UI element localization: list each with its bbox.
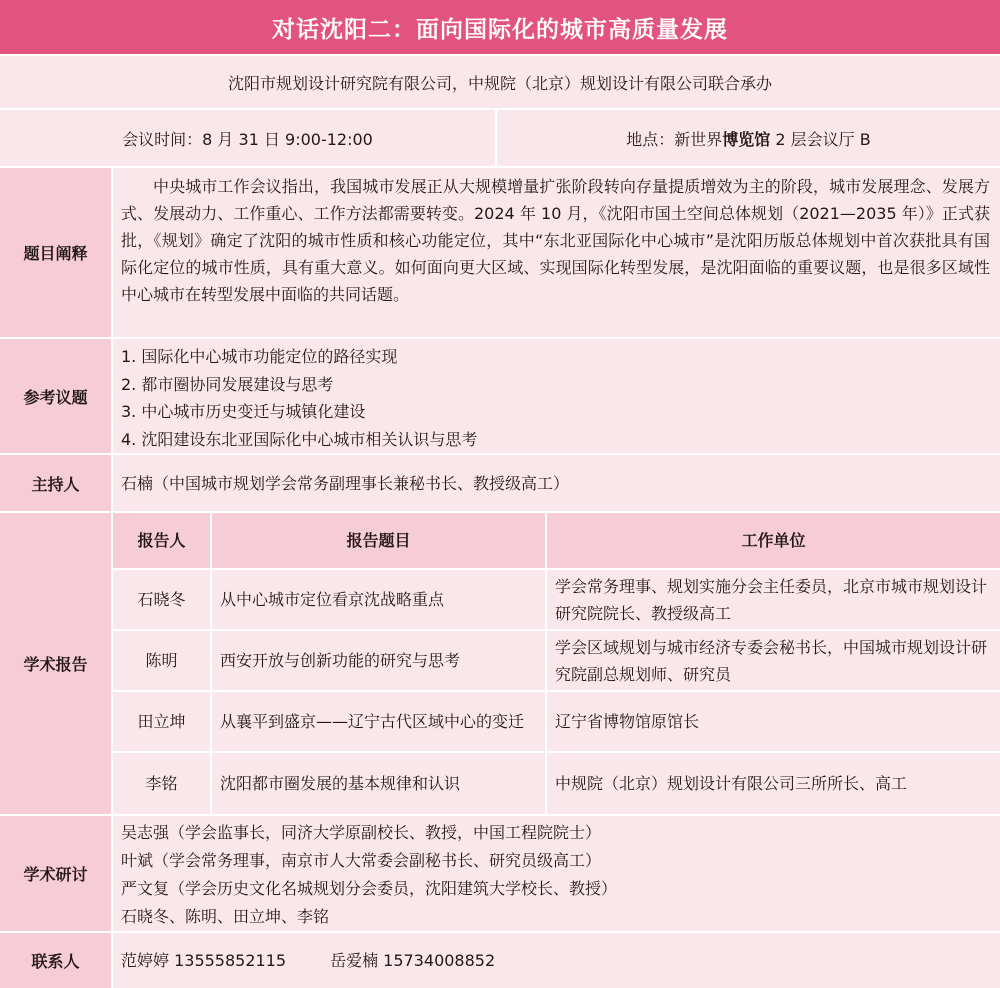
location-bold: 博览馆 <box>722 129 771 149</box>
list-item: 3. 中心城市历史变迁与城镇化建设 <box>121 402 366 421</box>
list-item: 1. 国际化中心城市功能定位的路径实现 <box>121 347 398 366</box>
speaker-unit: 辽宁省博物馆原馆长 <box>546 691 1000 752</box>
meeting-meta <box>0 110 1000 168</box>
speaker-unit: 学会区域规划与城市经济专委会秘书长，中国城市规划设计研究院副总规划师、研究员 <box>546 630 1000 691</box>
reports-table <box>113 513 1000 814</box>
topic-section <box>0 168 1000 339</box>
list-item: 石晓冬、陈明、田立坤、李铭 <box>121 907 330 926</box>
speaker-name: 李铭 <box>113 752 211 814</box>
table-row <box>113 691 1000 752</box>
speaker-name: 石晓冬 <box>113 569 211 630</box>
reports-section <box>0 513 1000 816</box>
list-item: 严文复（学会历史文化名城规划分会委员，沈阳建筑大学校长、教授） <box>121 879 618 898</box>
topic-content <box>113 168 1000 337</box>
column-header-unit: 工作单位 <box>546 513 1000 569</box>
discussion-list <box>113 816 1000 931</box>
list-item: 叶斌（学会常务理事，南京市人大常委会副秘书长、研究员级高工） <box>121 851 602 870</box>
report-topic: 从襄平到盛京——辽宁古代区域中心的变迁 <box>211 691 546 752</box>
meeting-time <box>0 110 497 166</box>
location-label: 地点： <box>626 129 675 149</box>
reference-list <box>113 339 1000 453</box>
meeting-time-value: 8 月 31 日 9:00-12:00 <box>202 129 373 149</box>
table-row <box>113 630 1000 691</box>
column-header-speaker: 报告人 <box>113 513 211 569</box>
reference-label: 参考议题 <box>0 339 113 453</box>
host-label: 主持人 <box>0 455 113 511</box>
discussion-label: 学术研讨 <box>0 816 113 931</box>
host-section <box>0 455 1000 513</box>
reference-section <box>0 339 1000 455</box>
location-prefix: 新世界 <box>674 129 723 149</box>
speaker-name: 陈明 <box>113 630 211 691</box>
organizer-line: 沈阳市规划设计研究院有限公司，中规院（北京）规划设计有限公司联合承办 <box>0 56 1000 110</box>
contact-label: 联系人 <box>0 933 113 988</box>
topic-label: 题目阐释 <box>0 168 113 337</box>
speaker-unit: 学会常务理事、规划实施分会主任委员，北京市城市规划设计研究院院长、教授级高工 <box>546 569 1000 630</box>
reports-label: 学术报告 <box>0 513 113 814</box>
table-row <box>113 569 1000 630</box>
reports-table-wrap <box>113 513 1000 814</box>
discussion-section <box>0 816 1000 933</box>
topic-text: 中央城市工作会议指出，我国城市发展正从大规模增量扩张阶段转向存量提质增效为主的阶段，城市发展理念、发展方式、发展动力、工作重心、工作方法都需要转变。2024 年 10 月，《沈阳市国土空间总体规划（2021—2035 年）》正式获批，《规划》确定了沈阳的城市性质和核心功能定位，其中“东北亚国际化中心城市”是沈阳历版总体规划中首次获批具有国际化定位的城市性质，具有重大意义。如何面向更大区域、实现国际化转型发展，是沈阳面临的重要议题，也是很多区域性中心城市在转型发展中面临的共同话题。 <box>121 177 990 304</box>
location-suffix: 2 层会议厅 B <box>770 129 871 149</box>
list-item: 2. 都市圈协同发展建设与思考 <box>121 374 334 394</box>
list-item: 吴志强（学会监事长，同济大学原副校长、教授，中国工程院院士） <box>121 823 602 842</box>
contact-list <box>113 933 1000 988</box>
contact-item: 岳爱楠 15734008852 <box>330 951 496 970</box>
list-item: 4. 沈阳建设东北亚国际化中心城市相关认识与思考 <box>121 429 478 449</box>
host-content <box>113 455 1000 511</box>
contact-section <box>0 933 1000 988</box>
contact-item: 范婷婷 13555852115 <box>121 951 287 970</box>
speaker-name: 田立坤 <box>113 691 211 752</box>
page-title: 对话沈阳二：面向国际化的城市高质量发展 <box>0 0 1000 56</box>
table-header-row <box>113 513 1000 569</box>
report-topic: 从中心城市定位看京沈战略重点 <box>211 569 546 630</box>
report-topic: 沈阳都市圈发展的基本规律和认识 <box>211 752 546 814</box>
table-row <box>113 752 1000 814</box>
host-text: 石楠（中国城市规划学会常务副理事长兼秘书长、教授级高工） <box>121 473 570 493</box>
meeting-location <box>497 110 1000 166</box>
meeting-time-label: 会议时间： <box>122 129 203 149</box>
column-header-topic: 报告题目 <box>211 513 546 569</box>
report-topic: 西安开放与创新功能的研究与思考 <box>211 630 546 691</box>
speaker-unit: 中规院（北京）规划设计有限公司三所所长、高工 <box>546 752 1000 814</box>
